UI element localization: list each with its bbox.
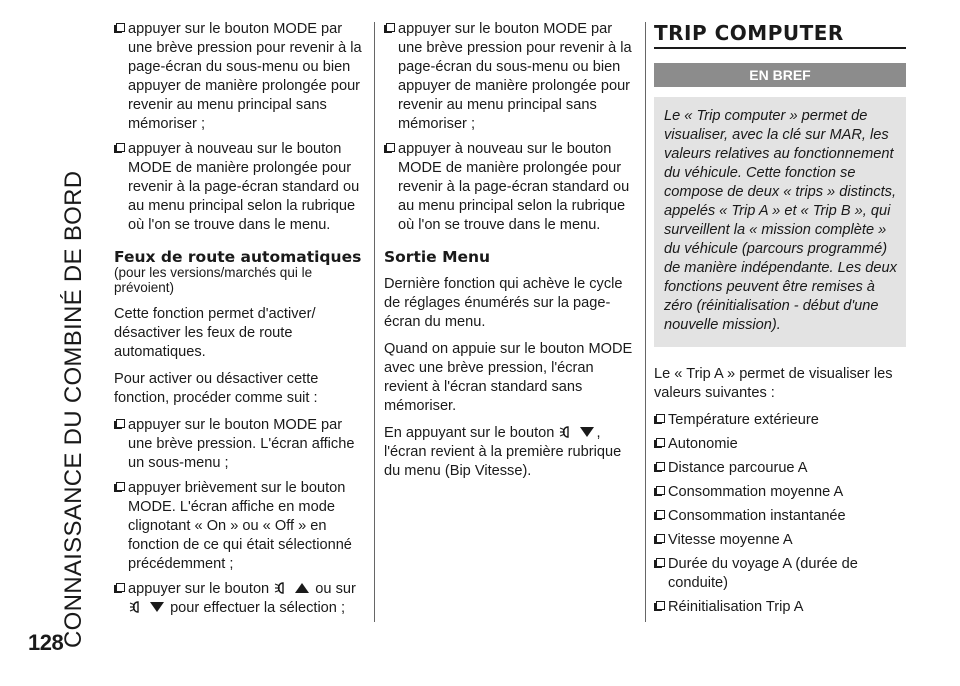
list-item: Distance parcourue A bbox=[654, 459, 906, 478]
list-item: Vitesse moyenne A bbox=[654, 531, 906, 550]
section-heading: Feux de route automatiques bbox=[114, 248, 362, 266]
list-item: Consommation moyenne A bbox=[654, 483, 906, 502]
bullet-square-icon bbox=[654, 603, 662, 611]
list-item: Température extérieure bbox=[654, 411, 906, 430]
column-divider bbox=[645, 22, 646, 622]
bullet-square-icon bbox=[654, 464, 662, 472]
bullet-square-icon bbox=[384, 25, 392, 33]
bullet-square-icon bbox=[654, 416, 662, 424]
list-item: appuyer brièvement sur le bouton MODE. L'écran affiche en mode clignotant « On » ou « Off » en fonction de ce qui était sélectionné précédemment ; bbox=[114, 479, 366, 574]
bullet-square-icon bbox=[114, 585, 122, 593]
side-section-title: CONNAISSANCE DU COMBINÉ DE BORD bbox=[60, 170, 87, 648]
list-item: appuyer sur le bouton ou sur pour effectuer la sélection ; bbox=[114, 580, 366, 618]
list-item: Durée du voyage A (durée de conduite) bbox=[654, 555, 906, 593]
page-number: 128 bbox=[28, 630, 64, 655]
list-item: appuyer à nouveau sur le bouton MODE de manière prolongée pour revenir à la page-écran standard ou au menu principal selon la rubrique où l'on se trouve dans le menu. bbox=[384, 140, 638, 235]
bullet-square-icon bbox=[654, 536, 662, 544]
section-subheading: (pour les versions/marchés qui le prévoient) bbox=[114, 265, 313, 295]
section-title: TRIP COMPUTER bbox=[654, 24, 906, 49]
bullet-square-icon bbox=[654, 512, 662, 520]
headlight-up-arrow-icon bbox=[274, 580, 310, 596]
column-left bbox=[114, 20, 366, 624]
list-item: Autonomie bbox=[654, 435, 906, 454]
list-item: appuyer sur le bouton MODE par une brève pression. L'écran affiche un sous-menu ; bbox=[114, 416, 366, 473]
paragraph: Pour activer ou désactiver cette fonction, procéder comme suit : bbox=[114, 371, 319, 406]
list-item: appuyer sur le bouton MODE par une brève pression pour revenir à la page-écran du sous-menu ou bien appuyer de manière prolongée pour revenir au menu principal sans mémoriser ; bbox=[114, 20, 366, 134]
headlight-down-arrow-icon bbox=[559, 424, 595, 440]
bullet-square-icon bbox=[654, 560, 662, 568]
bullet-square-icon bbox=[654, 488, 662, 496]
bullet-square-icon bbox=[114, 421, 122, 429]
bullet-square-icon bbox=[384, 145, 392, 153]
list-item: Consommation instantanée bbox=[654, 507, 906, 526]
section-heading: Sortie Menu bbox=[384, 248, 491, 266]
list-item: appuyer à nouveau sur le bouton MODE de manière prolongée pour revenir à la page-écran standard ou au menu principal selon la rubrique où l'on se trouve dans le menu. bbox=[114, 140, 366, 235]
bullet-square-icon bbox=[654, 440, 662, 448]
bullet-square-icon bbox=[114, 25, 122, 33]
list-item: appuyer sur le bouton MODE par une brève pression pour revenir à la page-écran du sous-menu ou bien appuyer de manière prolongée pour revenir au menu principal sans mémoriser ; bbox=[384, 20, 638, 134]
list-item: Réinitialisation Trip A bbox=[654, 598, 906, 617]
brief-summary-box: Le « Trip computer » permet de visualiser, avec la clé sur MAR, les valeurs relatives au fonctionnement du véhicule. Cette fonction se compose de deux « trips » distincts, appelés « Trip A » et « Trip B », qui surveillent la « mission complète » du véhicule (parcours programmé) de manière indépendante. Les deux fonctions peuvent être remises à zéro (réinitialisation - début d'une nouvelle mission). bbox=[654, 97, 906, 347]
paragraph: Quand on appuie sur le bouton MODE avec une brève pression, l'écran revient à l'écran standard sans mémoriser. bbox=[384, 341, 633, 414]
paragraph: Cette fonction permet d'activer/ désactiver les feux de route automatiques. bbox=[114, 306, 316, 360]
paragraph: Le « Trip A » permet de visualiser les valeurs suivantes : bbox=[654, 366, 893, 401]
headlight-down-arrow-icon bbox=[129, 599, 165, 615]
bullet-square-icon bbox=[114, 145, 122, 153]
paragraph: En appuyant sur le bouton , l'écran revient à la première rubrique du menu (Bip Vitesse). bbox=[384, 425, 622, 479]
paragraph: Dernière fonction qui achève le cycle de réglages énumérés sur la page-écran du menu. bbox=[384, 276, 623, 330]
bullet-square-icon bbox=[114, 484, 122, 492]
column-divider bbox=[374, 22, 375, 622]
brief-label-bar: EN BREF bbox=[654, 63, 906, 87]
column-middle bbox=[384, 20, 638, 489]
column-right bbox=[654, 20, 906, 622]
